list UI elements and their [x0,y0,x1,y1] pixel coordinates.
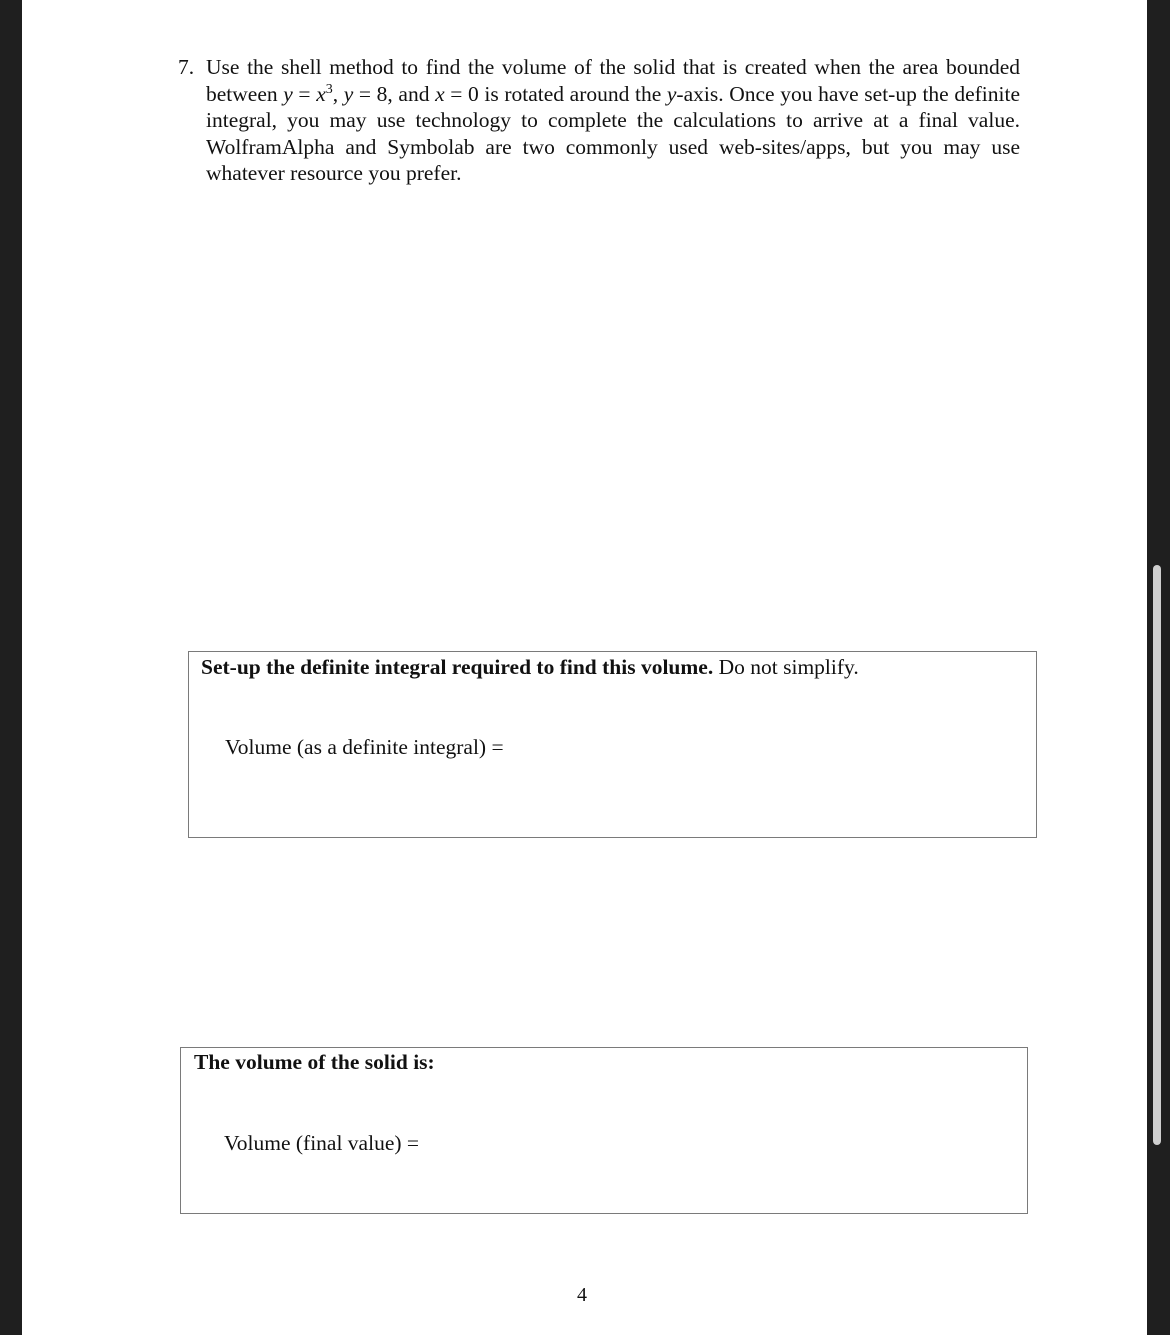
final-value-box-heading: The volume of the solid is: [194,1050,435,1074]
integral-answer-label: Volume (as a definite integral) = [225,735,504,759]
problem-text: Use the shell method to find the volume of the solid that is created when the area bounded between $y = x^3$, y = 8, and x = 0 is rotated around the y-axis. Once you have set-up the definite integral, you may use technology to complete the calculations to arrive at a final value. WolframAlpha and Symbolab are two commonly used web-sites/apps, but you may use whatever resource you prefer. [206,55,1020,185]
final-value-answer-label: Volume (final value) = [224,1131,420,1155]
page-number: 4 [577,1284,587,1306]
scrollbar-thumb[interactable] [1153,565,1161,1145]
integral-box-heading: Set-up the definite integral required to find this volume. Do not simplify. [201,655,859,679]
integral-answer-box[interactable] [188,651,1037,838]
final-value-answer-box[interactable] [180,1047,1028,1214]
problem-number: 7. [178,55,195,79]
problem-7 [178,54,1020,187]
